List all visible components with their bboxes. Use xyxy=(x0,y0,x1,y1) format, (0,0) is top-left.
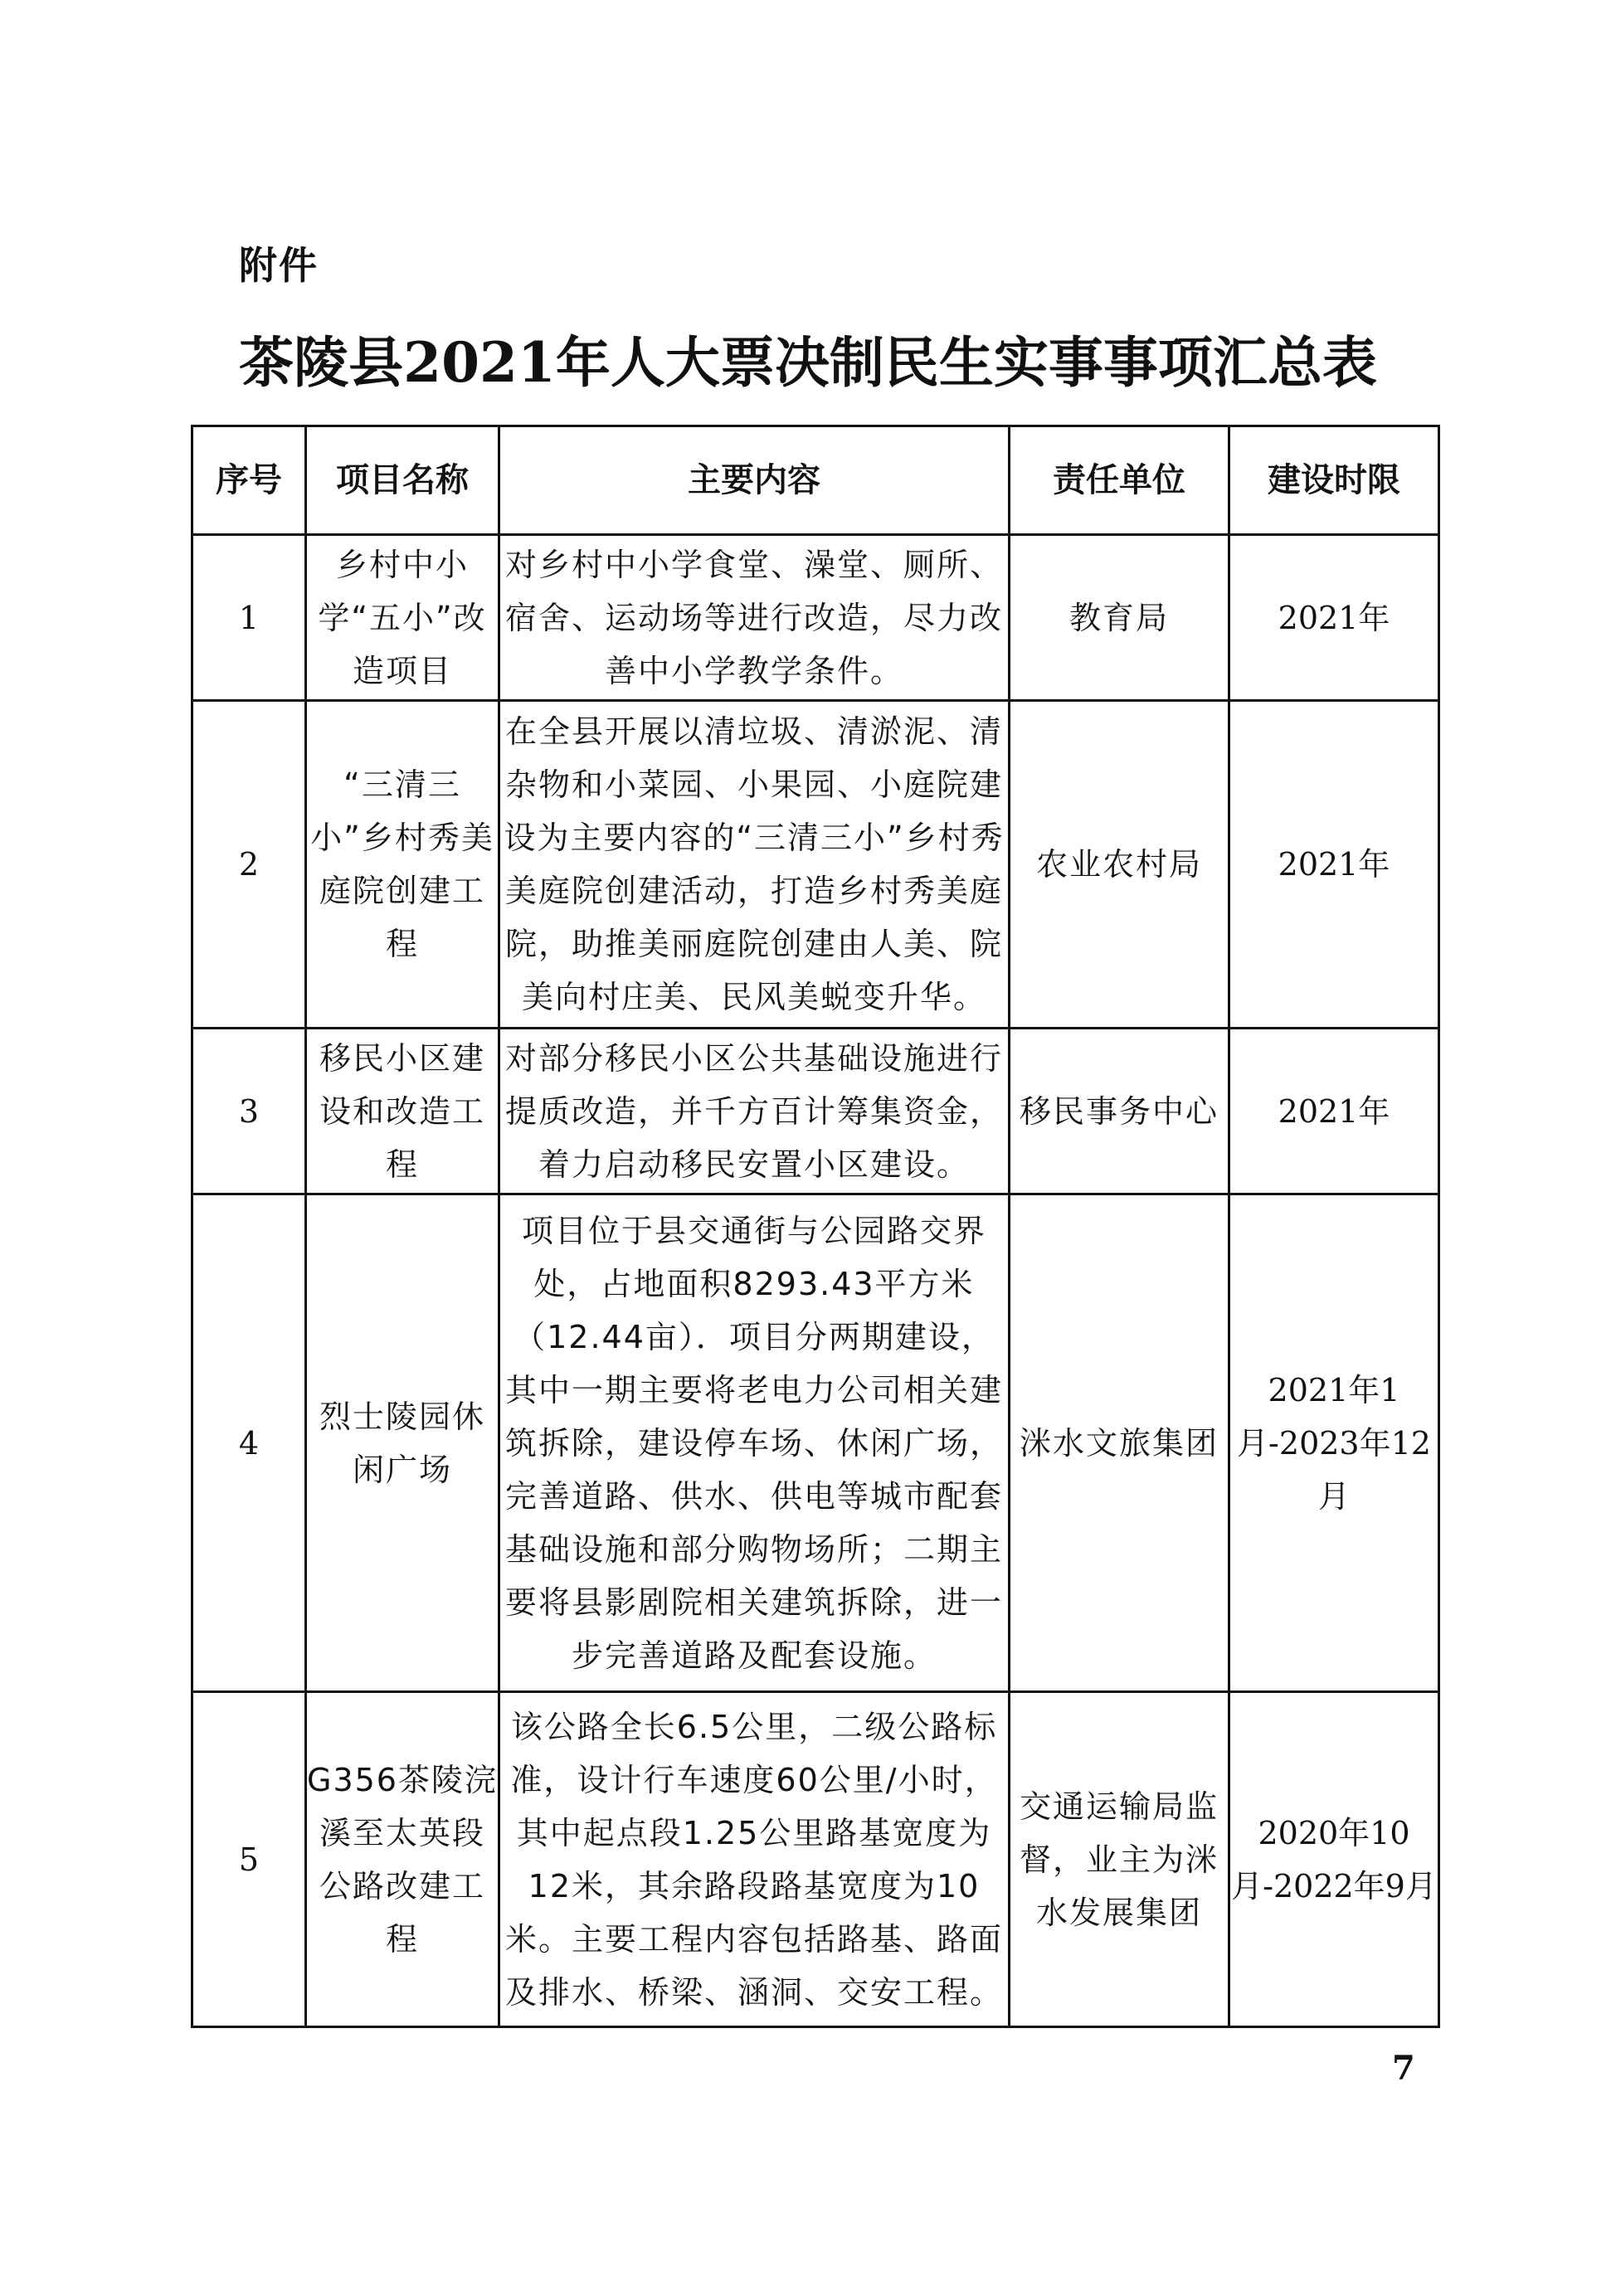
cell-no: 1 xyxy=(192,535,306,701)
table-row xyxy=(192,1692,1439,2027)
summary-table xyxy=(191,425,1440,2028)
cell-no: 3 xyxy=(192,1029,306,1194)
page-number: 7 xyxy=(1392,2049,1415,2088)
cell-no: 4 xyxy=(192,1194,306,1692)
cell-no: 2 xyxy=(192,701,306,1029)
cell-time: 2021年 xyxy=(1229,701,1439,1029)
cell-name: “三清三小”乡村秀美庭院创建工程 xyxy=(306,701,499,1029)
cell-time: 2021年 xyxy=(1229,535,1439,701)
cell-time: 2021年1月-2023年12月 xyxy=(1229,1194,1439,1692)
cell-name: 乡村中小学“五小”改造项目 xyxy=(306,535,499,701)
document-title: 茶陵县2021年人大票决制民生实事事项汇总表 xyxy=(239,330,1377,395)
table-row xyxy=(192,701,1439,1029)
cell-no: 5 xyxy=(192,1692,306,2027)
cell-time: 2020年10月-2022年9月 xyxy=(1229,1692,1439,2027)
cell-content: 对部分移民小区公共基础设施进行提质改造，并千方百计筹集资金，着力启动移民安置小区建设。 xyxy=(499,1029,1010,1194)
cell-content: 项目位于县交通街与公园路交界处，占地面积8293.43平方米（12.44亩）．项目分两期建设，其中一期主要将老电力公司相关建筑拆除，建设停车场、休闲广场，完善道路、供水、供电等城市配套基础设施和部分购物场所；二期主要将县影剧院相关建筑拆除，进一步完善道路及配套设施。 xyxy=(499,1194,1010,1692)
cell-name: G356茶陵浣溪至太英段公路改建工程 xyxy=(306,1692,499,2027)
header-time: 建设时限 xyxy=(1229,426,1439,535)
cell-unit: 教育局 xyxy=(1010,535,1229,701)
header-unit: 责任单位 xyxy=(1010,426,1229,535)
cell-unit: 移民事务中心 xyxy=(1010,1029,1229,1194)
cell-content: 该公路全长6.5公里，二级公路标准，设计行车速度60公里/小时，其中起点段1.25公里路基宽度为12米，其余路段路基宽度为10米。主要工程内容包括路基、路面及排水、桥梁、涵洞、交安工程。 xyxy=(499,1692,1010,2027)
cell-unit: 洣水文旅集团 xyxy=(1010,1194,1229,1692)
cell-content: 在全县开展以清垃圾、清淤泥、清杂物和小菜园、小果园、小庭院建设为主要内容的“三清三小”乡村秀美庭院创建活动，打造乡村秀美庭院，助推美丽庭院创建由人美、院美向村庄美、民风美蜕变升华。 xyxy=(499,701,1010,1029)
table-row xyxy=(192,535,1439,701)
header-content: 主要内容 xyxy=(499,426,1010,535)
cell-content: 对乡村中小学食堂、澡堂、厕所、宿舍、运动场等进行改造，尽力改善中小学教学条件。 xyxy=(499,535,1010,701)
table-row xyxy=(192,1194,1439,1692)
cell-time: 2021年 xyxy=(1229,1029,1439,1194)
cell-unit: 农业农村局 xyxy=(1010,701,1229,1029)
cell-name: 移民小区建设和改造工程 xyxy=(306,1029,499,1194)
attachment-label: 附件 xyxy=(239,243,319,288)
cell-unit: 交通运输局监督，业主为洣水发展集团 xyxy=(1010,1692,1229,2027)
cell-name: 烈士陵园休闲广场 xyxy=(306,1194,499,1692)
header-name: 项目名称 xyxy=(306,426,499,535)
table-row xyxy=(192,1029,1439,1194)
table-header-row xyxy=(192,426,1439,535)
header-no: 序号 xyxy=(192,426,306,535)
